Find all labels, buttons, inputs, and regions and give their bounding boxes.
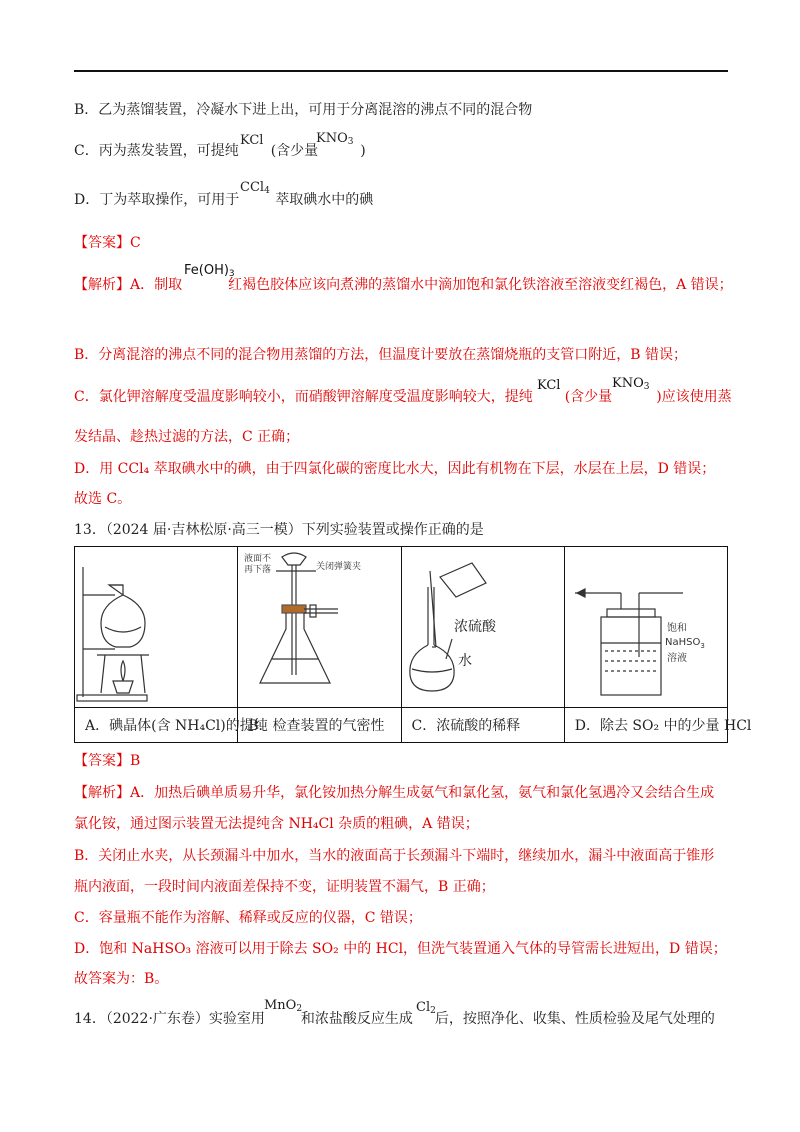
- header-rule: [74, 70, 728, 72]
- sublimation-apparatus-figure: [75, 547, 256, 707]
- q12-analysis-b: B．分离混溶的沸点不同的混合物用蒸馏的方法，但温度计要放在蒸馏烧瓶的支管口附近，B 错误；: [74, 347, 688, 363]
- label-liquid-level: 液面不: [244, 554, 272, 564]
- q13-analysis-a1: 【解析】A．加热后碘单质易升华，氯化铵加热分解生成氨气和氯化氢，氨气和氯化氢遇冷又会结合生成: [74, 785, 715, 801]
- q13-conclusion: 故答案为：B。: [74, 971, 169, 987]
- kno3-formula-2: $KNO_3$: [612, 376, 650, 392]
- q12-analysis-c: C．氯化钾溶解度受温度影响较小，而硝酸钾溶解度受温度影响较大，提纯 (含少量 )应该使用蒸: [74, 389, 732, 405]
- label-saturated: 饱和: [666, 623, 687, 634]
- q13-answer: 【答案】B: [74, 753, 141, 769]
- q12-option-b: B．乙为蒸馏装置，冷凝水下进上出，可用于分离混溶的沸点不同的混合物: [74, 102, 533, 118]
- q12-option-c: C．丙为蒸发装置，可提纯 (含少量 ): [74, 143, 366, 159]
- label-water: 水: [457, 653, 472, 669]
- figure-c-cell: [401, 547, 564, 708]
- figure-b-cell: [238, 547, 401, 708]
- kcl-formula: KCl: [240, 133, 264, 148]
- caption-a: A．碘晶体(含 NH₄Cl)的提纯: [75, 708, 238, 743]
- label-nahso3: NaHSO$_3$: [664, 637, 705, 650]
- q12-answer: 【答案】C: [74, 235, 141, 251]
- figure-d-cell: [564, 547, 727, 708]
- figure-a-cell: [75, 547, 238, 708]
- kcl-formula-2: KCl: [537, 378, 561, 393]
- q13-analysis-a2: 氯化铵，通过图示装置无法提纯含 NH₄Cl 杂质的粗碘，A 错误；: [74, 816, 479, 832]
- dilution-apparatus-figure: [402, 547, 520, 707]
- q13-analysis-b2: 瓶内液面，一段时间内液面差保持不变，证明装置不漏气，B 正确；: [74, 879, 495, 895]
- q12-analysis-a: 【解析】A．制取 红褐色胶体应该向煮沸的蒸馏水中滴加饱和氯化铁溶液至溶液变红褐色，A 错误；: [74, 277, 733, 293]
- q13-figure-table: [74, 546, 752, 743]
- q12-conclusion: 故选 C。: [74, 491, 132, 507]
- cl2-formula: $Cl_2$: [416, 1000, 436, 1016]
- ccl4-formula: CCl$_4$: [240, 180, 270, 196]
- q12-analysis-d: D．用 CCl₄ 萃取碘水中的碘，由于四氯化碳的密度比水大，因此有机物在下层，水层在上层，D 错误；: [74, 461, 716, 477]
- gas-washing-figure: [565, 547, 735, 707]
- q13-analysis-d: D．饱和 NaHSO₃ 溶液可以用于除去 SO₂ 中的 HCl，但洗气装置通入气体的导管需长进短出，D 错误；: [74, 941, 727, 957]
- caption-d: D．除去 SO₂ 中的少量 HCl: [564, 708, 727, 743]
- mno2-formula: MnO$_2$: [264, 998, 303, 1014]
- caption-b: B．检查装置的气密性: [238, 708, 401, 743]
- q14-stem: 14．（2022·广东卷）实验室用 和浓盐酸反应生成 后，按照净化、收集、性质检验及尾气处理的: [74, 1011, 715, 1027]
- q13-analysis-c: C．容量瓶不能作为溶解、稀释或反应的仪器，C 错误；: [74, 910, 422, 926]
- label-no-drop: 再下落: [244, 565, 272, 575]
- q12-option-d: D．丁为萃取操作，可用于 萃取碘水中的碘: [74, 192, 374, 208]
- feoh3-formula: $Fe(OH)_3$: [184, 263, 235, 279]
- caption-c: C．浓硫酸的稀释: [401, 708, 564, 743]
- q13-analysis-b1: B．关闭止水夹，从长颈漏斗中加水，当水的液面高于长颈漏斗下端时，继续加水，漏斗中液面高于锥形: [74, 848, 715, 864]
- label-clamp: 关闭弹簧夹: [316, 562, 362, 572]
- kno3-formula: $KNO_3$: [316, 131, 354, 147]
- label-conc-h2so4: 浓硫酸: [453, 619, 496, 635]
- label-solution: 溶液: [666, 653, 687, 664]
- q12-analysis-c-cont: 发结晶、趁热过滤的方法，C 正确；: [74, 429, 300, 445]
- q13-stem: 13．（2024 届·吉林松原·高三一模）下列实验装置或操作正确的是: [74, 522, 484, 538]
- airtightness-apparatus-figure: [238, 547, 383, 707]
